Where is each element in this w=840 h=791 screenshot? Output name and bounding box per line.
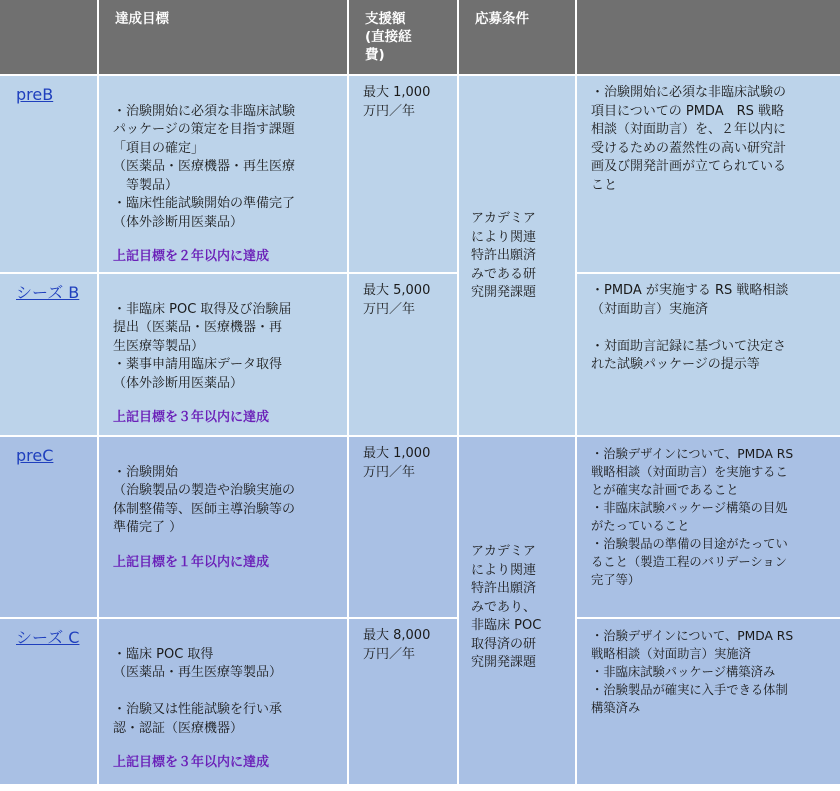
requirement-seeds-c: ・治験デザインについて、PMDA RS 戦略相談（対面助言）実施済 ・非臨床試験パッケージ構築済み ・治験製品が確実に入手できる体制 構築済み [577, 619, 840, 784]
goal-seeds-c [99, 619, 347, 784]
requirement-seeds-b: ・PMDA が実施する RS 戦略相談 （対面助言）実施済 ・対面助言記録に基づいて決定さ れた試験パッケージの提示等 [577, 274, 840, 435]
amount-prec: 最大 1,000 万円／年 [349, 437, 457, 617]
link-seeds-c[interactable]: シーズ C [16, 628, 80, 647]
row-name-preb [0, 76, 97, 272]
condition-c: アカデミア により関連 特許出願済 みであり、 非臨床 POC 取得済の研 究開発課題 [459, 437, 575, 784]
goal-preb [99, 76, 347, 272]
goal-target-seeds-b: 上記目標を３年以内に達成 [113, 410, 270, 425]
header-amount: 支援額 (直接経 費) [349, 0, 457, 74]
goal-prec [99, 437, 347, 617]
goal-target-preb: 上記目標を２年以内に達成 [113, 249, 270, 264]
link-prec[interactable]: preC [16, 446, 54, 465]
goal-seeds-b [99, 274, 347, 435]
amount-seeds-c: 最大 8,000 万円／年 [349, 619, 457, 784]
requirement-preb: ・治験開始に必須な非臨床試験の 項目についての PMDA RS 戦略 相談（対面助言）を、２年以内に 受けるための蓋然性の高い研究計 画及び開発計画が立てられている こと [577, 76, 840, 272]
header-blank-2 [577, 0, 840, 74]
condition-b: アカデミア により関連 特許出願済 みである研 究開発課題 [459, 76, 575, 435]
goal-text-preb: ・治験開始に必須な非臨床試験 パッケージの策定を目指す課題 「項目の確定」 （医薬品・医療機器・再生医療 等製品） ・臨床性能試験開始の準備完了 （体外診断用医薬品） [113, 103, 296, 230]
header-goal: 達成目標 [99, 0, 347, 74]
goal-target-seeds-c: 上記目標を３年以内に達成 [113, 755, 270, 770]
header-blank-1 [0, 0, 97, 74]
amount-seeds-b: 最大 5,000 万円／年 [349, 274, 457, 435]
goal-text-prec: ・治験開始 （治験製品の製造や治験実施の 体制整備等、医師主導治験等の 準備完了 ） [113, 464, 296, 535]
header-conditions: 応募条件 [459, 0, 575, 74]
row-name-seeds-b [0, 274, 97, 435]
requirement-prec: ・治験デザインについて、PMDA RS 戦略相談（対面助言）を実施するこ とが確実な計画であること ・非臨床試験パッケージ構築の目処 がたっていること ・治験製品の準備の目途がたってい ること（製造工程のバリデーション 完了等） [577, 437, 840, 617]
goal-text-seeds-b: ・非臨床 POC 取得及び治験届 提出（医薬品・医療機器・再 生医療等製品） ・薬事申請用臨床データ取得 （体外診断用医薬品） [113, 301, 292, 391]
goal-target-prec: 上記目標を１年以内に達成 [113, 554, 270, 570]
link-preb[interactable]: preB [16, 85, 54, 104]
goal-text-seeds-c: ・臨床 POC 取得 （医薬品・再生医療等製品） ・治験又は性能試験を行い承 認・認証（医療機器） [113, 646, 283, 736]
link-seeds-b[interactable]: シーズ B [16, 283, 80, 302]
row-name-seeds-c [0, 619, 97, 784]
row-name-prec [0, 437, 97, 617]
amount-preb: 最大 1,000 万円／年 [349, 76, 457, 272]
